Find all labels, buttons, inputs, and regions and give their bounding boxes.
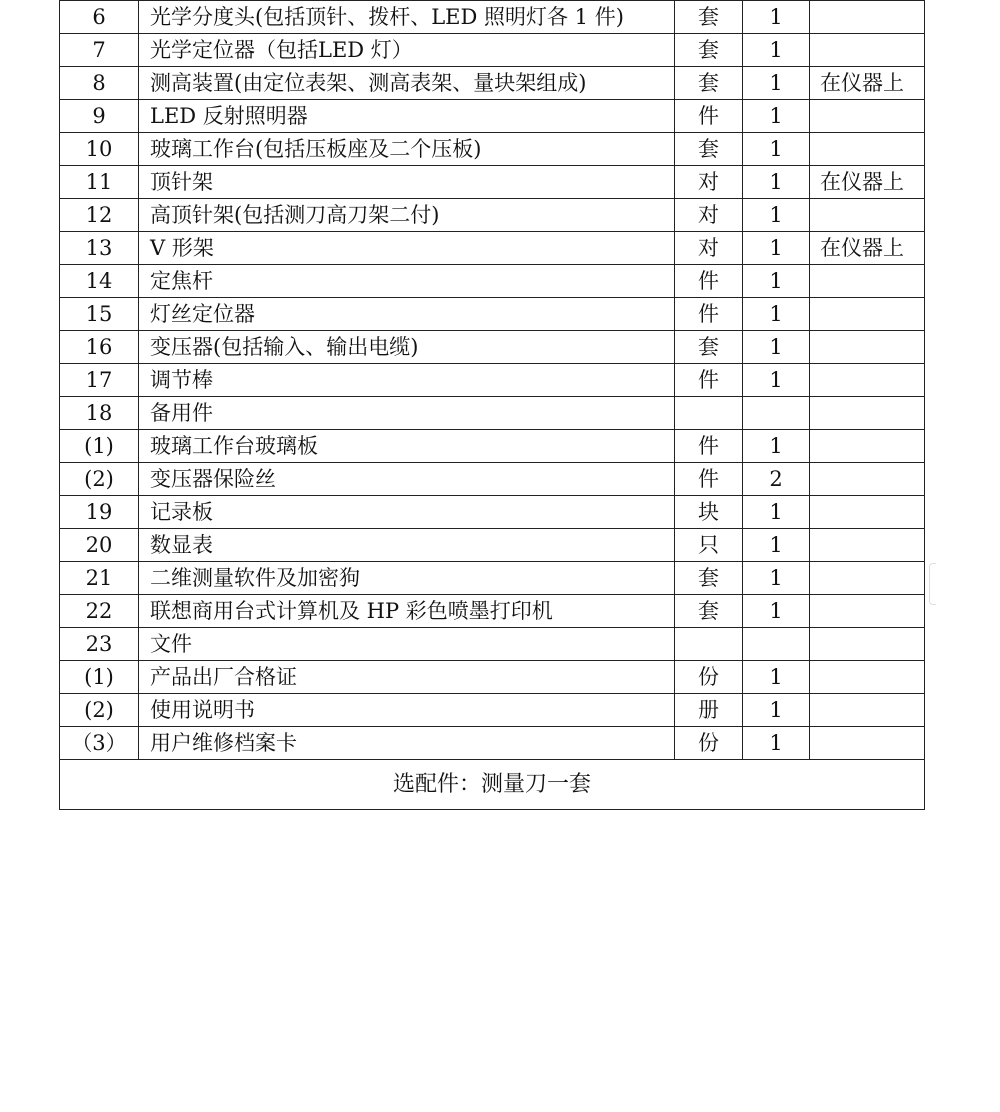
note-cell [810, 496, 925, 529]
note-cell [810, 529, 925, 562]
item-name-cell: 使用说明书 [139, 694, 675, 727]
item-number-cell: (2) [60, 463, 139, 496]
item-name-cell: 产品出厂合格证 [139, 661, 675, 694]
item-name-cell: LED 反射照明器 [139, 100, 675, 133]
note-cell [810, 34, 925, 67]
quantity-cell: 1 [743, 727, 810, 760]
unit-cell: 件 [675, 100, 743, 133]
quantity-cell: 1 [743, 100, 810, 133]
table-row [60, 628, 925, 661]
note-cell [810, 661, 925, 694]
table-row [60, 67, 925, 100]
item-number-cell: 14 [60, 265, 139, 298]
quantity-cell: 1 [743, 694, 810, 727]
note-cell [810, 265, 925, 298]
unit-cell: 对 [675, 166, 743, 199]
item-number-cell: 11 [60, 166, 139, 199]
table-row [60, 430, 925, 463]
unit-cell: 套 [675, 67, 743, 100]
unit-cell: 套 [675, 1, 743, 34]
table-row [60, 595, 925, 628]
item-number-cell: 13 [60, 232, 139, 265]
item-name-cell: 数显表 [139, 529, 675, 562]
item-number-cell: 18 [60, 397, 139, 430]
table-row [60, 496, 925, 529]
note-cell [810, 199, 925, 232]
note-cell [810, 298, 925, 331]
item-number-cell: 17 [60, 364, 139, 397]
table-row [60, 34, 925, 67]
quantity-cell [743, 397, 810, 430]
quantity-cell [743, 628, 810, 661]
note-cell: 在仪器上 [810, 67, 925, 100]
quantity-cell: 1 [743, 67, 810, 100]
item-number-cell: (1) [60, 661, 139, 694]
unit-cell [675, 397, 743, 430]
note-cell: 在仪器上 [810, 232, 925, 265]
item-name-cell: 顶针架 [139, 166, 675, 199]
quantity-cell: 1 [743, 133, 810, 166]
table-row [60, 562, 925, 595]
quantity-cell: 1 [743, 529, 810, 562]
item-name-cell: 调节棒 [139, 364, 675, 397]
note-cell [810, 100, 925, 133]
quantity-cell: 2 [743, 463, 810, 496]
table-row [60, 529, 925, 562]
item-number-cell: 21 [60, 562, 139, 595]
table-row [60, 166, 925, 199]
note-cell [810, 364, 925, 397]
note-cell [810, 727, 925, 760]
unit-cell: 件 [675, 463, 743, 496]
quantity-cell: 1 [743, 430, 810, 463]
item-name-cell: 定焦杆 [139, 265, 675, 298]
item-number-cell: 16 [60, 331, 139, 364]
quantity-cell: 1 [743, 331, 810, 364]
item-name-cell: 玻璃工作台(包括压板座及二个压板) [139, 133, 675, 166]
optional-accessories-note: 选配件：测量刀一套 [60, 760, 925, 810]
footer-row [60, 760, 925, 810]
table-row [60, 100, 925, 133]
item-number-cell: 10 [60, 133, 139, 166]
quantity-cell: 1 [743, 199, 810, 232]
item-name-cell: 光学分度头(包括顶针、拨杆、LED 照明灯各 1 件) [139, 1, 675, 34]
item-number-cell: 22 [60, 595, 139, 628]
unit-cell: 套 [675, 34, 743, 67]
item-name-cell: V 形架 [139, 232, 675, 265]
table-row [60, 199, 925, 232]
item-name-cell: 备用件 [139, 397, 675, 430]
note-cell [810, 628, 925, 661]
item-name-cell: 二维测量软件及加密狗 [139, 562, 675, 595]
item-number-cell: 19 [60, 496, 139, 529]
item-number-cell: 7 [60, 34, 139, 67]
quantity-cell: 1 [743, 232, 810, 265]
table-row [60, 331, 925, 364]
quantity-cell: 1 [743, 1, 810, 34]
item-name-cell: 变压器(包括输入、输出电缆) [139, 331, 675, 364]
item-number-cell: 9 [60, 100, 139, 133]
item-name-cell: 高顶针架(包括测刀高刀架二付) [139, 199, 675, 232]
note-cell [810, 463, 925, 496]
note-cell [810, 397, 925, 430]
item-number-cell: 12 [60, 199, 139, 232]
quantity-cell: 1 [743, 34, 810, 67]
unit-cell: 册 [675, 694, 743, 727]
item-name-cell: 文件 [139, 628, 675, 661]
item-name-cell: 测高装置(由定位表架、测高表架、量块架组成) [139, 67, 675, 100]
note-cell [810, 430, 925, 463]
item-number-cell: 6 [60, 1, 139, 34]
table-row [60, 727, 925, 760]
table-row [60, 463, 925, 496]
quantity-cell: 1 [743, 265, 810, 298]
unit-cell [675, 628, 743, 661]
item-name-cell: 变压器保险丝 [139, 463, 675, 496]
unit-cell: 套 [675, 595, 743, 628]
unit-cell: 只 [675, 529, 743, 562]
item-number-cell: 20 [60, 529, 139, 562]
item-name-cell: 记录板 [139, 496, 675, 529]
note-cell [810, 1, 925, 34]
unit-cell: 块 [675, 496, 743, 529]
quantity-cell: 1 [743, 496, 810, 529]
note-cell: 在仪器上 [810, 166, 925, 199]
item-number-cell: 8 [60, 67, 139, 100]
table-row [60, 661, 925, 694]
item-name-cell: 用户维修档案卡 [139, 727, 675, 760]
item-number-cell: (1) [60, 430, 139, 463]
item-name-cell: 灯丝定位器 [139, 298, 675, 331]
unit-cell: 对 [675, 199, 743, 232]
table-row [60, 1, 925, 34]
quantity-cell: 1 [743, 595, 810, 628]
note-cell [810, 595, 925, 628]
unit-cell: 件 [675, 430, 743, 463]
parts-list-table [59, 0, 925, 810]
item-name-cell: 光学定位器（包括LED 灯） [139, 34, 675, 67]
table-row [60, 265, 925, 298]
parts-list-body [60, 1, 925, 760]
unit-cell: 份 [675, 661, 743, 694]
scroll-handle[interactable] [929, 563, 936, 605]
unit-cell: 套 [675, 133, 743, 166]
unit-cell: 套 [675, 331, 743, 364]
item-name-cell: 联想商用台式计算机及 HP 彩色喷墨打印机 [139, 595, 675, 628]
note-cell [810, 694, 925, 727]
item-number-cell: (2) [60, 694, 139, 727]
unit-cell: 件 [675, 364, 743, 397]
table-row [60, 133, 925, 166]
quantity-cell: 1 [743, 661, 810, 694]
note-cell [810, 331, 925, 364]
quantity-cell: 1 [743, 166, 810, 199]
note-cell [810, 133, 925, 166]
quantity-cell: 1 [743, 562, 810, 595]
item-number-cell: 23 [60, 628, 139, 661]
note-cell [810, 562, 925, 595]
unit-cell: 件 [675, 298, 743, 331]
unit-cell: 对 [675, 232, 743, 265]
quantity-cell: 1 [743, 364, 810, 397]
item-number-cell: （3） [60, 727, 139, 760]
table-row [60, 694, 925, 727]
unit-cell: 份 [675, 727, 743, 760]
unit-cell: 套 [675, 562, 743, 595]
unit-cell: 件 [675, 265, 743, 298]
item-number-cell: 15 [60, 298, 139, 331]
table-row [60, 232, 925, 265]
item-name-cell: 玻璃工作台玻璃板 [139, 430, 675, 463]
table-row [60, 298, 925, 331]
table-row [60, 364, 925, 397]
quantity-cell: 1 [743, 298, 810, 331]
table-row [60, 397, 925, 430]
